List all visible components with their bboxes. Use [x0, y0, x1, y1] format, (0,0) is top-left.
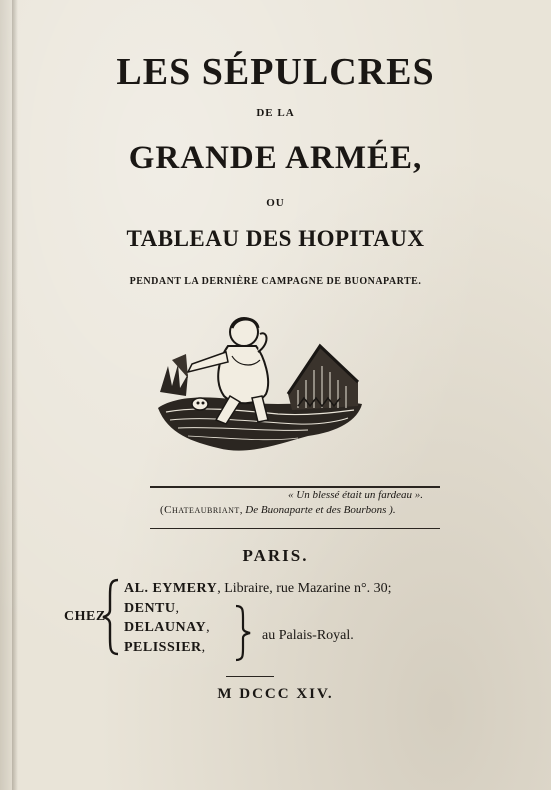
title-line-4: OU — [266, 197, 285, 209]
publisher-3-detail: , — [206, 620, 210, 635]
date-rule — [226, 676, 274, 677]
cherub-vignette-icon — [148, 316, 372, 466]
imprint-date: M DCCC XIV. — [217, 686, 334, 702]
publisher-2 — [124, 601, 179, 617]
epigraph-bottom-rule — [150, 528, 440, 529]
publisher-2-detail: , — [175, 601, 180, 616]
publisher-1 — [124, 581, 392, 597]
imprint-location: au Palais-Royal. — [262, 628, 354, 643]
publisher-3-name: DELAUNAY — [124, 620, 207, 635]
right-brace-icon — [234, 604, 252, 662]
title-line-6: PENDANT LA DERNIÈRE CAMPAGNE DE BUONAPARTE. — [129, 276, 422, 287]
publisher-4 — [124, 640, 205, 656]
publisher-4-detail: , — [201, 640, 206, 655]
title-line-1: LES SÉPULCRES — [116, 51, 435, 93]
publisher-1-name: AL. EYMERY — [124, 581, 218, 596]
publisher-1-detail: , Libraire, rue Mazarine n°. 30; — [217, 581, 392, 596]
epigraph-citation — [160, 504, 396, 516]
imprint-city: PARIS. — [242, 546, 309, 565]
epigraph-source: , De Buonaparte et des Bourbons ). — [239, 504, 396, 516]
publisher-2-name: DENTU — [124, 601, 176, 616]
title-line-2: DE LA — [256, 107, 295, 119]
publisher-3 — [124, 620, 210, 636]
epigraph-top-rule — [150, 486, 440, 488]
title-line-5: TABLEAU DES HOPITAUX — [126, 226, 425, 251]
publisher-4-name: PELISSIER — [124, 640, 202, 655]
title-line-3: GRANDE ARMÉE, — [128, 140, 423, 176]
imprint-chez: CHEZ — [64, 609, 106, 624]
epigraph-author: (Chateaubriant — [160, 504, 240, 516]
left-brace-icon — [101, 578, 121, 656]
epigraph-quote: « Un blessé était un fardeau ». — [288, 489, 423, 501]
